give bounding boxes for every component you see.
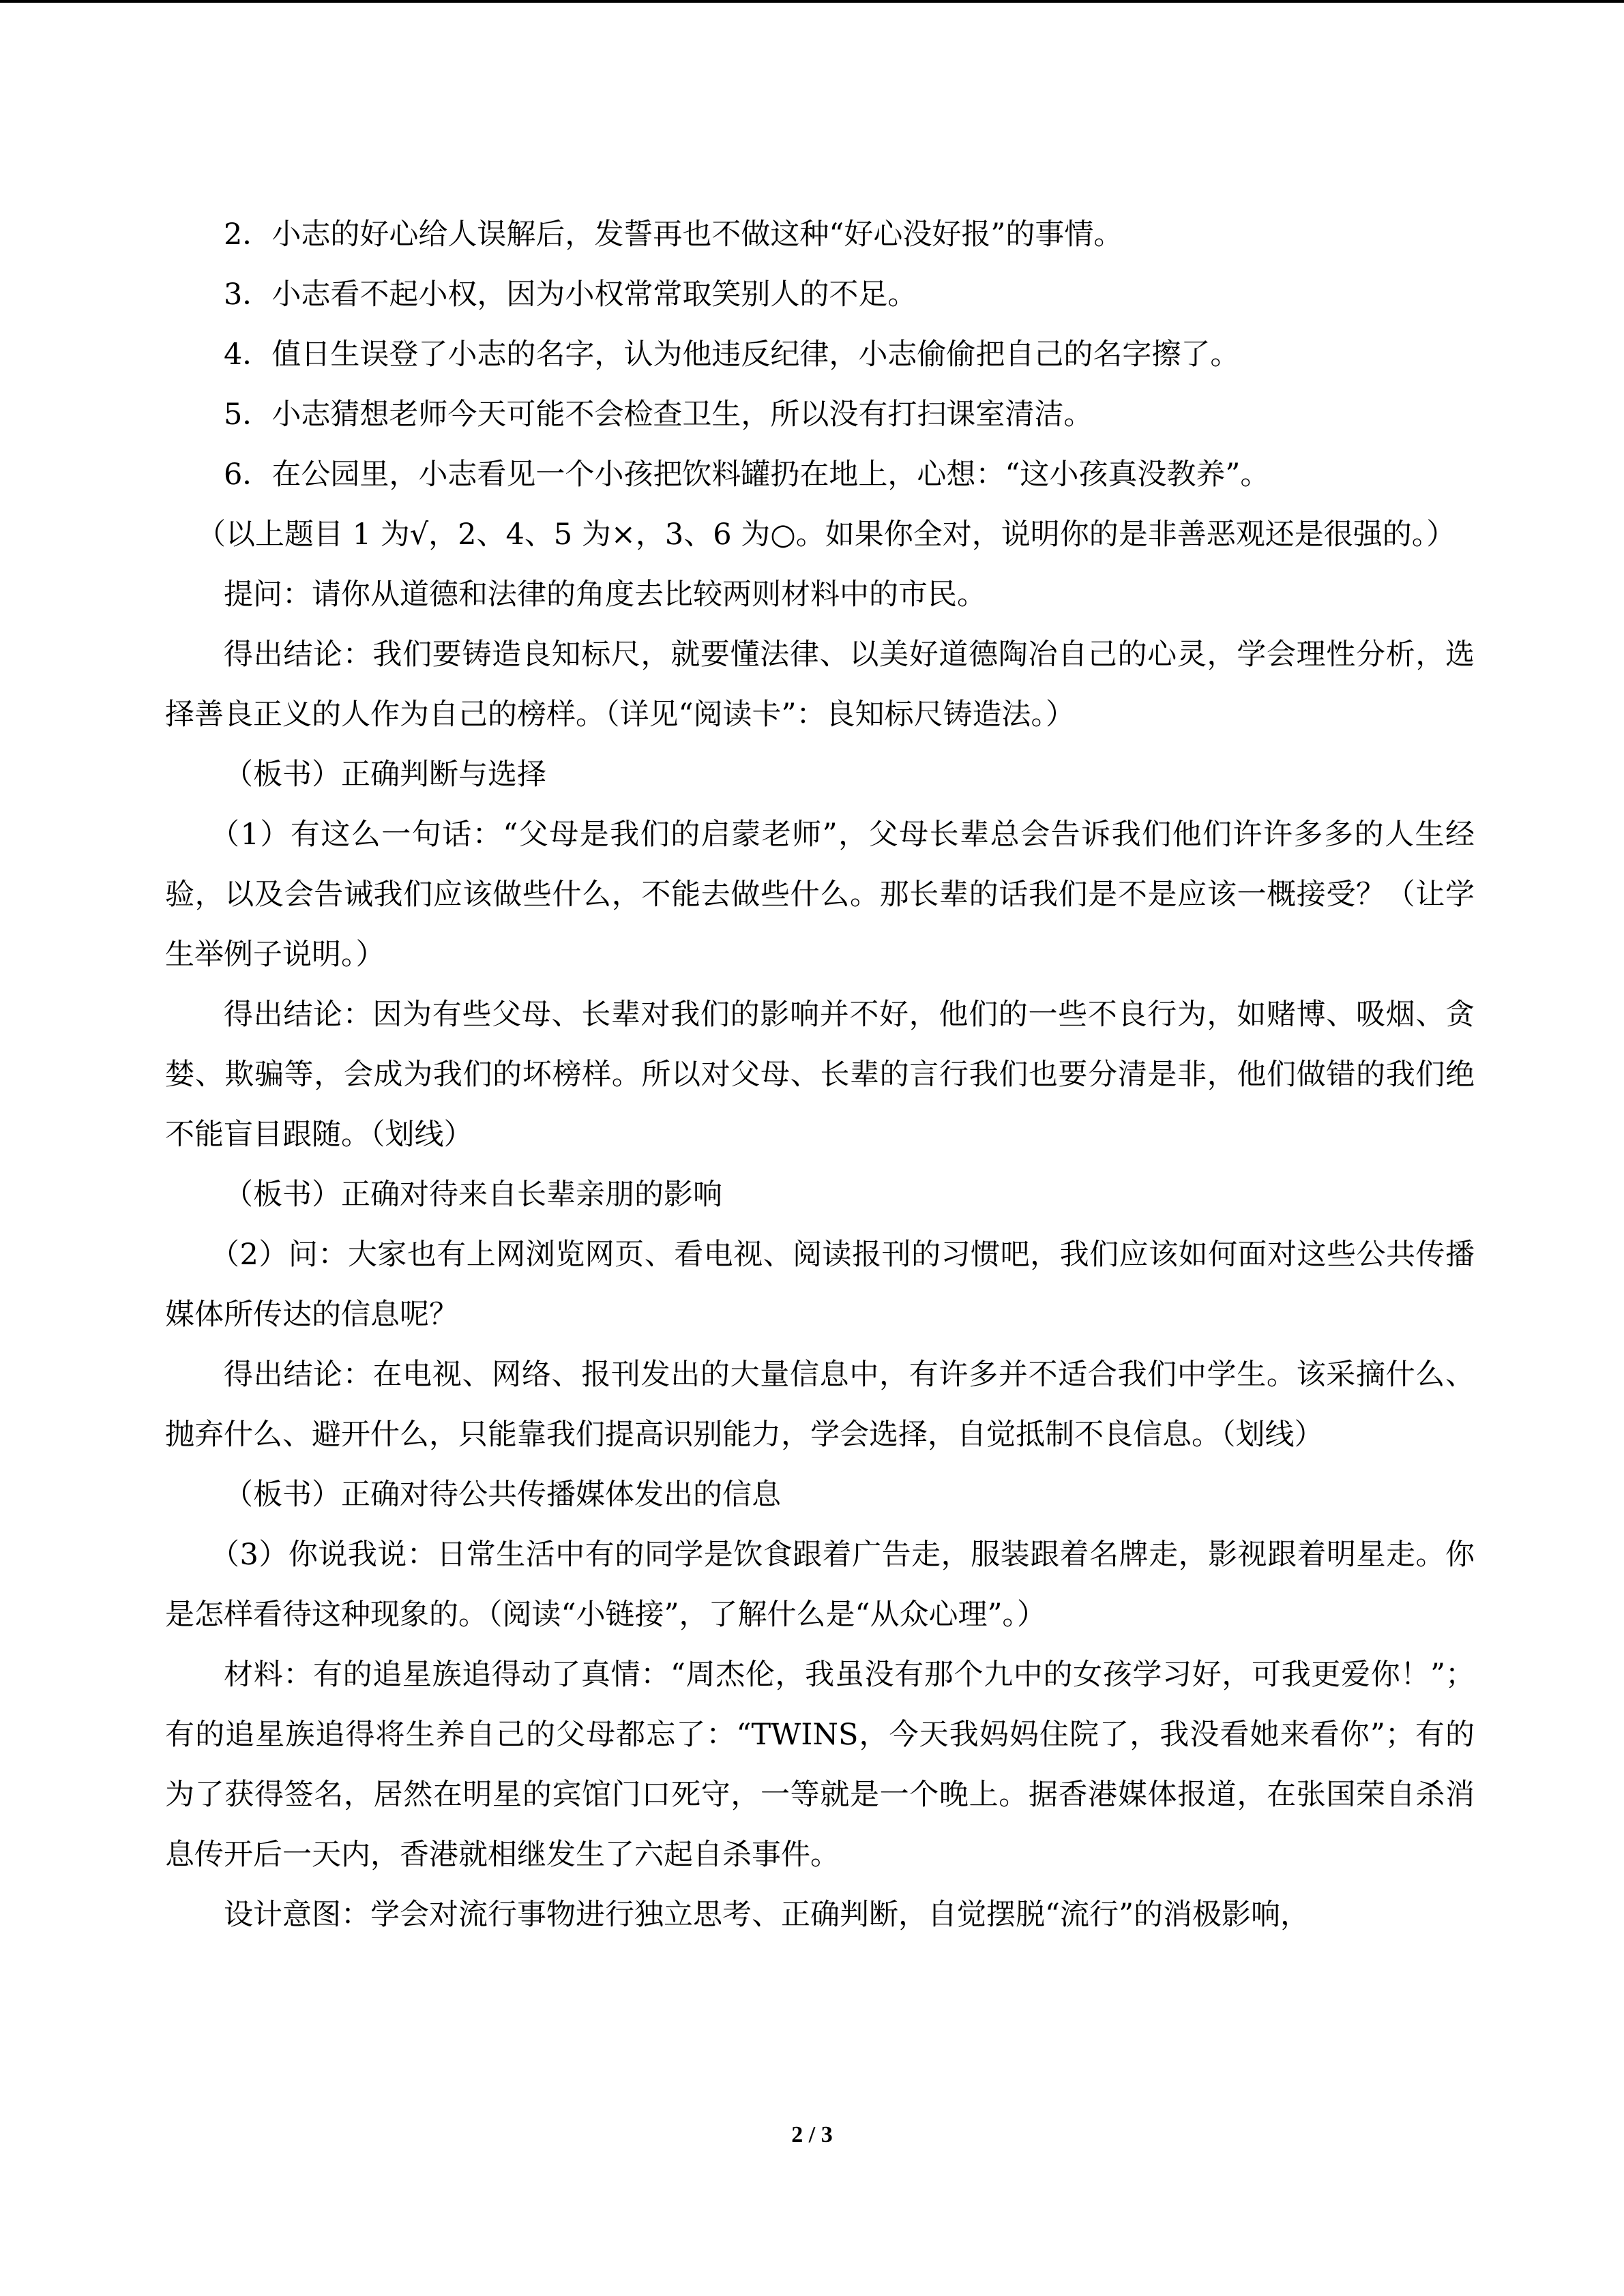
answer-note: （以上题目 1 为√，2、4、5 为×，3、6 为○。如果你全对，说明你的是非善恶观还是很强的。） (196, 518, 1456, 552)
sub-question-paragraph: （2）问：大家也有上网浏览网页、看电视、阅读报刊的习惯吧，我们应该如何面对这些公共传播媒体所传达的信息呢？ (165, 1238, 1475, 1332)
question-paragraph: 提问：请你从道德和法律的角度去比较两则材料中的市民。 (224, 578, 986, 612)
top-rule (0, 0, 1624, 3)
conclusion-paragraph: 得出结论：因为有些父母、长辈对我们的影响并不好，他们的一些不良行为，如赌博、吸烟、贪婪、欺骗等，会成为我们的坏榜样。所以对父母、长辈的言行我们也要分清是非，他们做错的我们绝不能盲目跟随。（划线） (165, 998, 1475, 1152)
list-item: 2．小志的好心给人误解后，发誓再也不做这种“好心没好报”的事情。 (224, 218, 1123, 252)
sub-question-paragraph: （3）你说我说：日常生活中有的同学是饮食跟着广告走，服装跟着名牌走，影视跟着明星走。你是怎样看待这种现象的。（阅读“小链接”，了解什么是“从众心理”。） (165, 1538, 1475, 1632)
conclusion-paragraph: 得出结论：我们要铸造良知标尺，就要懂法律、以美好道德陶冶自己的心灵，学会理性分析，选择善良正义的人作为自己的榜样。（详见“阅读卡”：良知标尺铸造法。） (165, 638, 1475, 732)
document-body (165, 205, 1475, 1945)
list-item: 3．小志看不起小权，因为小权常常取笑别人的不足。 (224, 278, 917, 312)
board-note: （板书）正确判断与选择 (224, 758, 546, 792)
list-item: 6．在公园里，小志看见一个小孩把饮料罐扔在地上，心想：“这小孩真没教养”。 (224, 458, 1270, 492)
page-number: 2 / 3 (791, 2122, 833, 2147)
conclusion-paragraph: 得出结论：在电视、网络、报刊发出的大量信息中，有许多并不适合我们中学生。该采摘什么、抛弃什么、避开什么，只能靠我们提高识别能力，学会选择，自觉抵制不良信息。（划线） (165, 1358, 1475, 1452)
list-item: 4．值日生误登了小志的名字，认为他违反纪律，小志偷偷把自己的名字擦了。 (224, 338, 1240, 372)
board-note: （板书）正确对待公共传播媒体发出的信息 (224, 1478, 781, 1512)
sub-question-paragraph: （1）有这么一句话：“父母是我们的启蒙老师”，父母长辈总会告诉我们他们许许多多的人生经验，以及会告诫我们应该做些什么，不能去做些什么。那长辈的话我们是不是应该一概接受？（让学生举例子说明。） (165, 818, 1475, 972)
material-paragraph: 材料：有的追星族追得动了真情：“周杰伦，我虽没有那个九中的女孩学习好，可我更爱你！”；有的追星族追得将生养自己的父母都忘了：“TWINS，今天我妈妈住院了，我没看她来看你”；有的为了获得签名，居然在明星的宾馆门口死守，一等就是一个晚上。据香港媒体报道，在张国荣自杀消息传开后一天内，香港就相继发生了六起自杀事件。 (165, 1658, 1475, 1872)
list-item: 5．小志猜想老师今天可能不会检查卫生，所以没有打扫课室清洁。 (224, 398, 1093, 432)
board-note: （板书）正确对待来自长辈亲朋的影响 (224, 1178, 722, 1212)
design-intent-paragraph: 设计意图：学会对流行事物进行独立思考、正确判断，自觉摆脱“流行”的消极影响， (224, 1898, 1310, 1932)
